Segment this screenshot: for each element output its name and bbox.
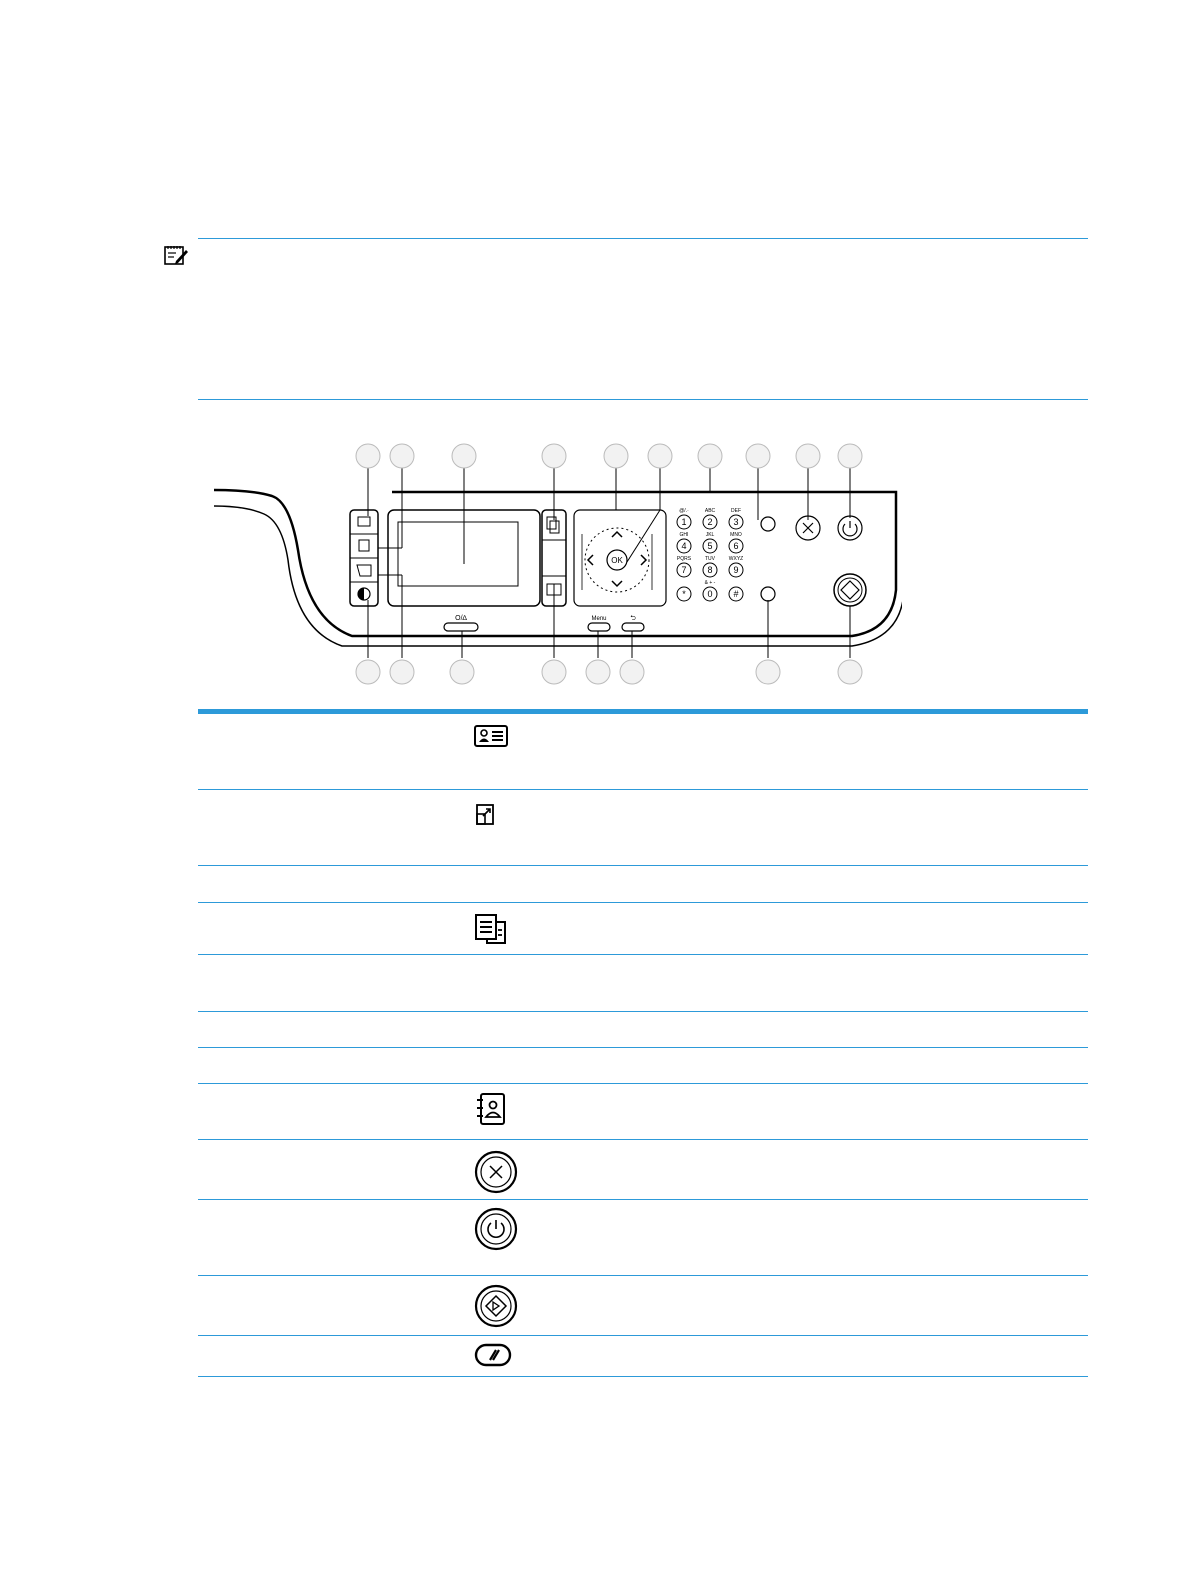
- table-row-divider: [198, 1083, 1088, 1084]
- key-5-letters: JKL: [705, 532, 715, 538]
- key-3[interactable]: 3: [733, 517, 739, 527]
- table-header-rule: [198, 709, 1088, 714]
- id-card-icon: [474, 725, 508, 747]
- key-3-letters: DEF: [731, 508, 741, 514]
- key-6-letters: MNO: [730, 532, 742, 538]
- menu-label: Menu: [591, 616, 607, 622]
- table-row-divider: [198, 1275, 1088, 1276]
- table-row-divider: [198, 1047, 1088, 1048]
- reduce-enlarge-icon: [474, 803, 496, 825]
- key-6[interactable]: 6: [733, 541, 739, 551]
- key-1-letters: @/.·: [679, 508, 689, 514]
- key-star[interactable]: *: [682, 589, 686, 599]
- key-2-letters: ABC: [704, 508, 716, 514]
- table-row-divider: [198, 1011, 1088, 1012]
- eco-label: O/∆: [455, 615, 467, 622]
- table-row-divider: [198, 954, 1088, 955]
- key-hash[interactable]: #: [733, 589, 739, 599]
- key-8-letters: TUV: [705, 556, 715, 562]
- control-panel-diagram: [212, 440, 902, 690]
- clear-icon: [474, 1343, 512, 1367]
- table-row-divider: [198, 789, 1088, 790]
- key-9[interactable]: 9: [733, 565, 739, 575]
- address-book-icon: [474, 1092, 506, 1126]
- key-0-letters: & + -: [704, 580, 716, 586]
- note-bottom-rule: [198, 399, 1088, 400]
- table-row-divider: [198, 1376, 1088, 1377]
- key-4[interactable]: 4: [681, 541, 687, 551]
- key-5[interactable]: 5: [707, 541, 713, 551]
- table-row-divider: [198, 1335, 1088, 1336]
- key-7[interactable]: 7: [681, 565, 687, 575]
- start-icon: [474, 1284, 518, 1328]
- key-8[interactable]: 8: [707, 565, 713, 575]
- key-0[interactable]: 0: [707, 589, 713, 599]
- power-icon: [474, 1207, 518, 1251]
- table-row-divider: [198, 902, 1088, 903]
- back-label: ⮌: [630, 615, 636, 622]
- key-1[interactable]: 1: [681, 517, 687, 527]
- key-7-letters: PQRS: [676, 556, 692, 562]
- ok-label: OK: [611, 556, 623, 565]
- key-2[interactable]: 2: [707, 517, 713, 527]
- note-icon: [164, 244, 190, 266]
- table-row-divider: [198, 1139, 1088, 1140]
- copy-icon: [474, 913, 508, 945]
- stop-icon: [474, 1150, 518, 1194]
- key-9-letters: WXYZ: [728, 556, 744, 562]
- note-top-rule: [198, 238, 1088, 239]
- key-4-letters: GHI: [679, 532, 689, 538]
- table-row-divider: [198, 1199, 1088, 1200]
- table-row-divider: [198, 865, 1088, 866]
